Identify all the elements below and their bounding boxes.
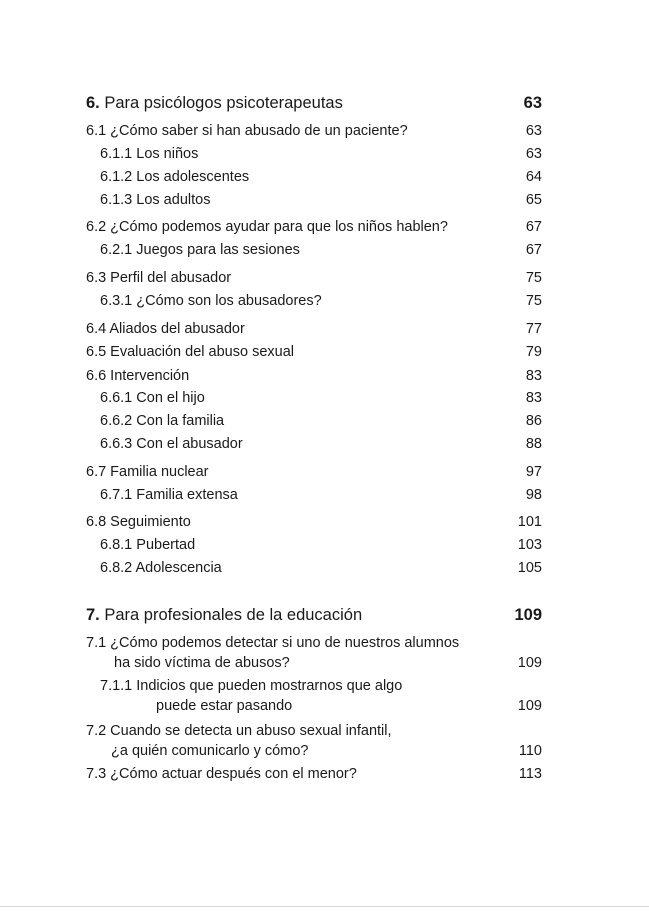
page-number: 109 [514,606,542,624]
page-number: 75 [525,293,542,309]
page-number: 113 [518,766,542,782]
page-number: 67 [525,242,542,258]
chapter-name: Para profesionales de la educación [104,606,363,624]
entry-label: 6.3.1 ¿Cómo son los abusadores? [100,293,322,309]
entry-label-line2: ha sido víctima de abusos? [114,655,290,671]
chapter-name: Para psicólogos psicoterapeutas [104,94,343,112]
entry-label: 6.8.1 Pubertad [100,537,196,553]
entry-label: 6.1.1 Los niños [100,146,199,162]
entry-label: 6.1 ¿Cómo saber si han abusado de un paciente? [86,123,408,139]
page-number: 110 [518,743,542,759]
page-number: 103 [517,537,542,553]
entry-label-line1: 7.2 Cuando se detecta un abuso sexual infantil, [86,723,392,739]
entry-label: 6.5 Evaluación del abuso sexual [86,344,294,360]
page-number: 64 [525,169,542,185]
entry-label: 6.2 ¿Cómo podemos ayudar para que los niños hablen? [86,219,448,235]
entry-label: 6.8 Seguimiento [86,514,191,530]
page-number: 65 [525,192,542,208]
page-number: 109 [517,698,542,714]
page-edge-divider [0,906,649,907]
page-number: 83 [525,368,542,384]
entry-label-line1: 7.1 ¿Cómo podemos detectar si uno de nuestros alumnos [86,635,460,651]
chapter-title [86,92,343,114]
page-number: 86 [525,413,542,429]
page-number: 109 [517,655,542,671]
page-number: 67 [525,219,542,235]
entry-label: 6.7 Familia nuclear [86,464,209,480]
page-number: 101 [517,514,542,530]
entry-label: 6.2.1 Juegos para las sesiones [100,242,300,258]
chapter-number: 7. [86,606,100,624]
page-number: 105 [517,560,542,576]
page-number: 63 [525,123,542,139]
entry-label: 6.6.3 Con el abusador [100,436,243,452]
page-number: 98 [525,487,542,503]
entry-label: 6.1.2 Los adolescentes [100,169,250,185]
page-number: 88 [525,436,542,452]
page-number: 79 [525,344,542,360]
entry-label: 6.1.3 Los adultos [100,192,211,208]
chapter-number: 6. [86,94,100,112]
entry-label-line2: puede estar pasando [156,698,293,714]
page-number: 75 [525,270,542,286]
page-number: 63 [523,94,542,112]
page-number: 63 [525,146,542,162]
entry-label: 6.3 Perfil del abusador [86,270,232,286]
entry-label: 7.3 ¿Cómo actuar después con el menor? [86,766,357,782]
chapter-title [86,604,362,626]
entry-label: 6.4 Aliados del abusador [86,321,245,337]
entry-label: 6.6.2 Con la familia [100,413,225,429]
entry-label: 6.8.2 Adolescencia [100,560,222,576]
page-number: 77 [525,321,542,337]
page-number: 83 [525,390,542,406]
entry-label: 6.7.1 Familia extensa [100,487,238,503]
entry-label: 6.6.1 Con el hijo [100,390,205,406]
entry-label: 6.6 Intervención [86,368,190,384]
entry-label-line2: ¿a quién comunicarlo y cómo? [111,743,309,759]
entry-label-line1: 7.1.1 Indicios que pueden mostrarnos que algo [100,678,403,694]
page-number: 97 [525,464,542,480]
